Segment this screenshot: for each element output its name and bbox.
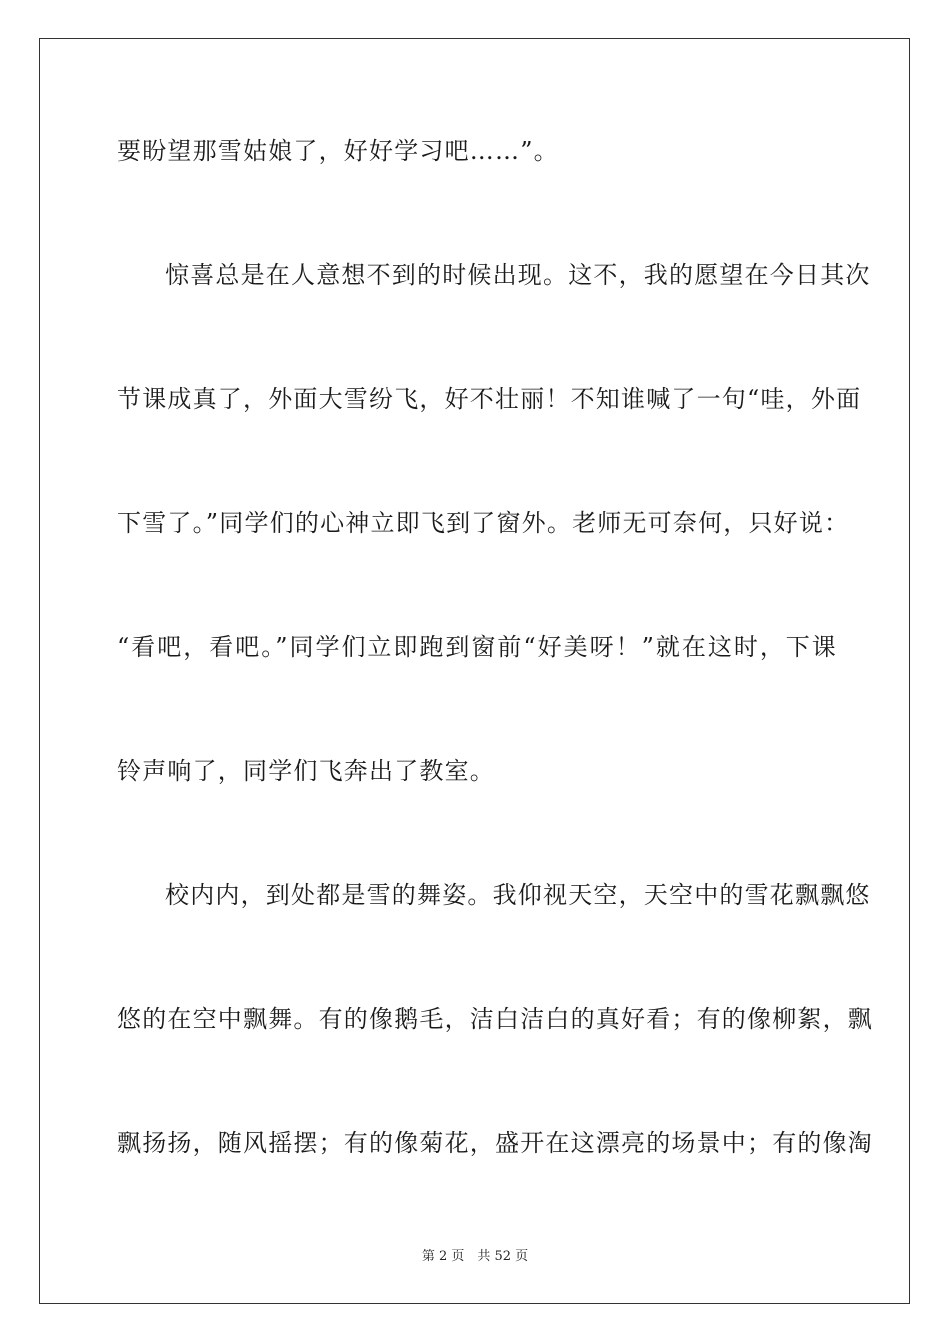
paragraph-line: 惊喜总是在人意想不到的时候出现。这不，我的愿望在今日其次 bbox=[165, 261, 871, 289]
paragraph-line: 校内内，到处都是雪的舞姿。我仰视天空，天空中的雪花飘飘悠 bbox=[165, 881, 871, 909]
paragraph-line: 节课成真了，外面大雪纷飞，好不壮丽！不知谁喊了一句“哇，外面 bbox=[117, 385, 862, 413]
page-number-footer: 第 2 页 共 52 页 bbox=[421, 1249, 529, 1264]
paragraph-line: 下雪了。”同学们的心神立即飞到了窗外。老师无可奈何，只好说： bbox=[117, 509, 850, 537]
paragraph-line: 悠的在空中飘舞。有的像鹅毛，洁白洁白的真好看；有的像柳絮，飘 bbox=[117, 1005, 873, 1033]
paragraph-line: “看吧，看吧。”同学们立即跑到窗前“好美呀！”就在这时，下课 bbox=[117, 633, 837, 661]
paragraph-line: 要盼望那雪姑娘了，好好学习吧……”。 bbox=[117, 137, 559, 165]
page-border bbox=[39, 38, 910, 1304]
paragraph-line: 铃声响了，同学们飞奔出了教室。 bbox=[117, 757, 495, 785]
paragraph-line: 飘扬扬，随风摇摆；有的像菊花，盛开在这漂亮的场景中；有的像淘 bbox=[117, 1129, 873, 1157]
